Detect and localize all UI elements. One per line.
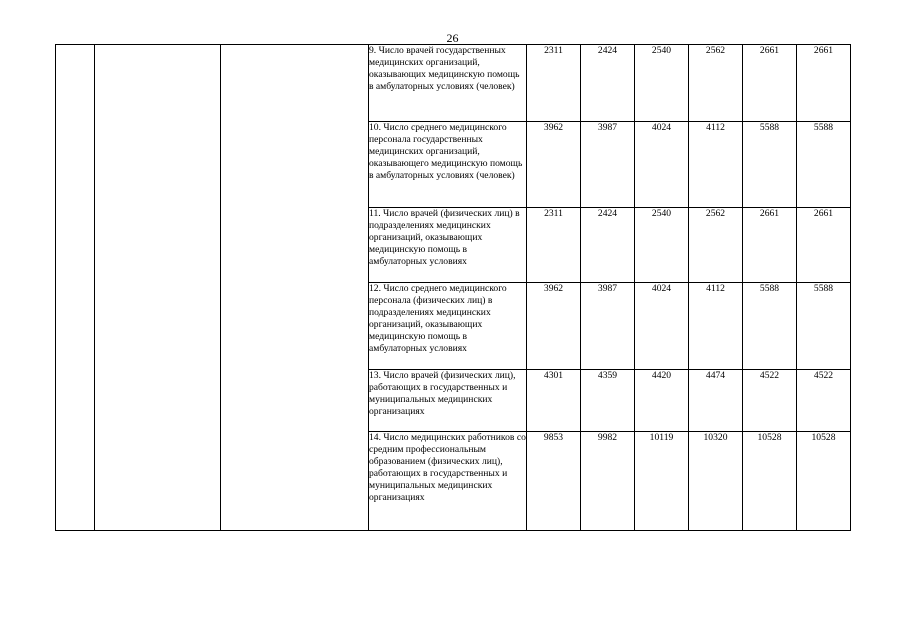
value-cell: 5588 <box>797 122 851 208</box>
value-cell: 4420 <box>635 370 689 432</box>
value-cell: 3987 <box>581 122 635 208</box>
value-cell: 2540 <box>635 45 689 122</box>
value-cell: 4474 <box>689 370 743 432</box>
value-cell: 3962 <box>527 283 581 370</box>
empty-cell-col3 <box>221 45 369 531</box>
indicator-cell: 10. Число среднего медицинского персонала государственных медицинских организаций, оказывающего медицинскую помощь в амбулаторных условиях (человек) <box>369 122 527 208</box>
value-cell: 5588 <box>743 122 797 208</box>
value-cell: 10119 <box>635 432 689 531</box>
value-cell: 4024 <box>635 122 689 208</box>
value-cell: 2311 <box>527 208 581 283</box>
empty-cell-col2 <box>95 45 221 531</box>
value-cell: 9853 <box>527 432 581 531</box>
indicator-cell: 13. Число врачей (физических лиц), работающих в государственных и муниципальных медицинских организациях <box>369 370 527 432</box>
value-cell: 2424 <box>581 208 635 283</box>
value-cell: 9982 <box>581 432 635 531</box>
value-cell: 5588 <box>797 283 851 370</box>
value-cell: 10320 <box>689 432 743 531</box>
value-cell: 4522 <box>797 370 851 432</box>
value-cell: 2661 <box>797 208 851 283</box>
value-cell: 2562 <box>689 208 743 283</box>
table-row <box>56 45 851 122</box>
empty-cell-col1 <box>56 45 95 531</box>
value-cell: 3962 <box>527 122 581 208</box>
value-cell: 4024 <box>635 283 689 370</box>
value-cell: 2661 <box>743 45 797 122</box>
value-cell: 4112 <box>689 283 743 370</box>
indicator-cell: 9. Число врачей государственных медицинских организаций, оказывающих медицинскую помощь в амбулаторных условиях (человек) <box>369 45 527 122</box>
value-cell: 10528 <box>743 432 797 531</box>
value-cell: 10528 <box>797 432 851 531</box>
value-cell: 4522 <box>743 370 797 432</box>
indicator-cell: 11. Число врачей (физических лиц) в подразделениях медицинских организаций, оказывающих медицинскую помощь в амбулаторных условиях <box>369 208 527 283</box>
indicator-cell: 14. Число медицинских работников со средним профессиональным образованием (физических лиц), работающих в государственных и муниципальных медицинских организациях <box>369 432 527 531</box>
value-cell: 2540 <box>635 208 689 283</box>
indicators-table <box>55 44 851 531</box>
value-cell: 4301 <box>527 370 581 432</box>
value-cell: 3987 <box>581 283 635 370</box>
indicator-cell: 12. Число среднего медицинского персонала (физических лиц) в подразделениях медицинских организаций, оказывающих медицинскую помощь в амбулаторных условиях <box>369 283 527 370</box>
value-cell: 2562 <box>689 45 743 122</box>
value-cell: 4359 <box>581 370 635 432</box>
value-cell: 2661 <box>743 208 797 283</box>
page-number: 26 <box>446 31 459 45</box>
value-cell: 2661 <box>797 45 851 122</box>
value-cell: 2311 <box>527 45 581 122</box>
value-cell: 5588 <box>743 283 797 370</box>
value-cell: 4112 <box>689 122 743 208</box>
value-cell: 2424 <box>581 45 635 122</box>
